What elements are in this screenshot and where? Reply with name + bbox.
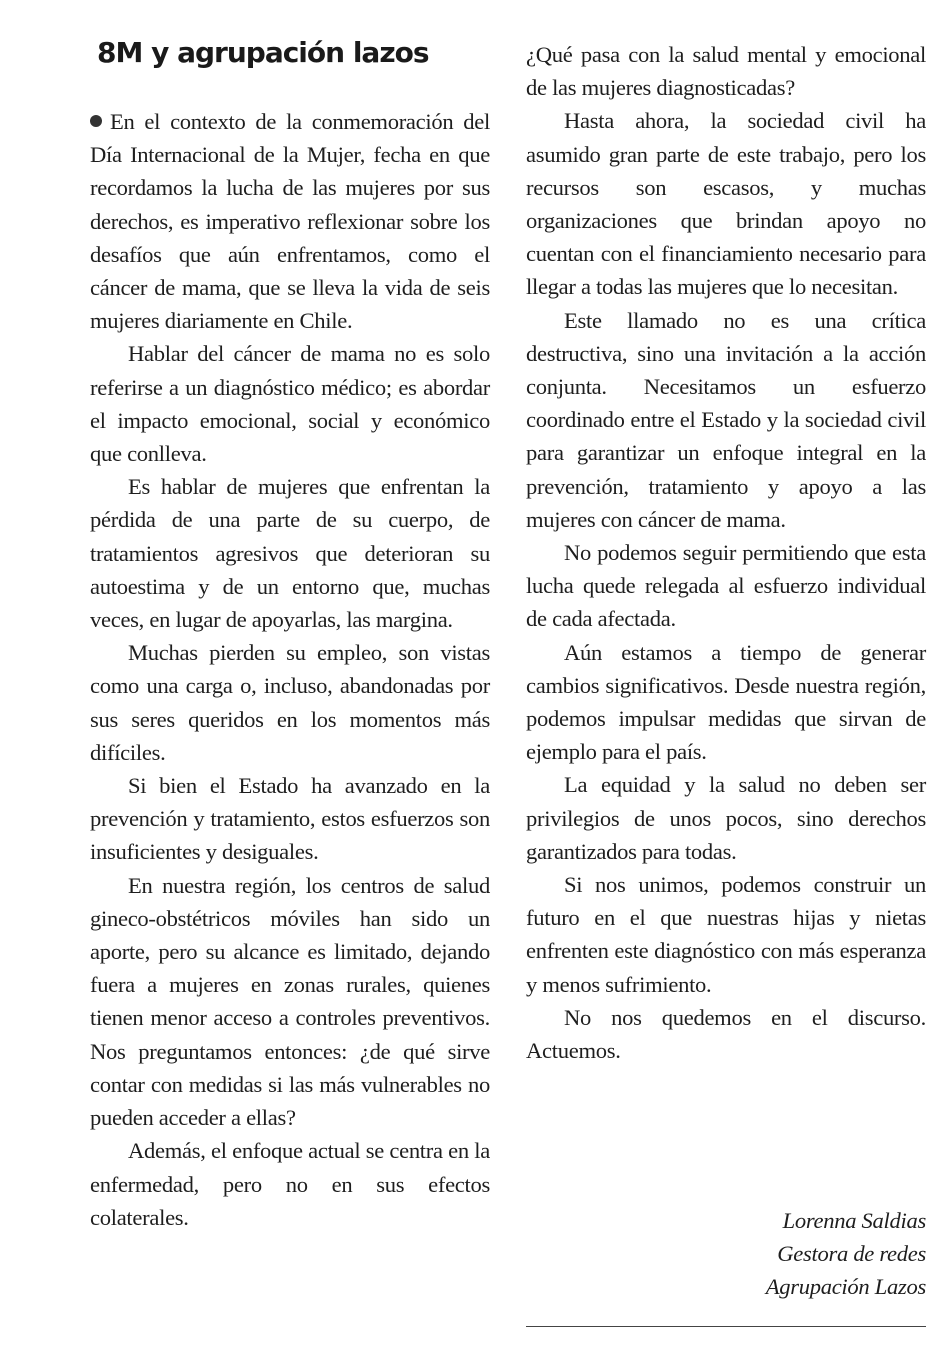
- paragraph-13: La equidad y la salud no deben ser privilegios de unos pocos, sino derechos garantizados para todas.: [526, 772, 926, 864]
- author-organization: Agrupación Lazos: [765, 1274, 926, 1299]
- author-role: Gestora de redes: [777, 1241, 926, 1266]
- left-column-text: [90, 105, 490, 1234]
- paragraph-4: Muchas pierden su empleo, son vistas como una carga o, incluso, abandonadas por sus seres queridos en los momentos más difíciles.: [90, 640, 490, 765]
- right-column-text: [526, 38, 926, 1067]
- bullet-icon: [90, 115, 102, 127]
- paragraph-8: ¿Qué pasa con la salud mental y emocional de las mujeres diagnosticadas?: [526, 42, 926, 101]
- author-signature: [526, 1204, 926, 1303]
- paragraph-5: Si bien el Estado ha avanzado en la prevención y tratamiento, estos esfuerzos son insuficientes y desiguales.: [90, 773, 490, 865]
- paragraph-12: Aún estamos a tiempo de generar cambios significativos. Desde nuestra región, podemos impulsar medidas que sirvan de ejemplo para el país.: [526, 639, 926, 765]
- paragraph-10: Este llamado no es una crítica destructiva, sino una invitación a la acción conjunta. Necesitamos un esfuerzo coordinado entre el Estado y la sociedad civil para garantizar un enfoque integral en la prevención, tratamiento y apoyo a las mujeres con cáncer de mama.: [526, 307, 926, 532]
- paragraph-1: [90, 105, 490, 337]
- paragraph-6: En nuestra región, los centros de salud gineco-obstétricos móviles han sido un aporte, pero su alcance es limitado, dejando fuera a mujeres en zonas rurales, quienes tienen menor acceso a controles preventivos. Nos preguntamos entonces: ¿de qué sirve contar con medidas si las más vulnerables no pueden acceder a ellas?: [90, 872, 490, 1131]
- paragraph-15: No nos quedemos en el discurso. Actuemos.: [526, 1004, 926, 1064]
- author-name: Lorenna Saldias: [782, 1208, 926, 1233]
- paragraph-2: Hablar del cáncer de mama no es solo referirse a un diagnóstico médico; es abordar el impacto emocional, social y económico que conlleva.: [90, 341, 490, 467]
- paragraph-14: Si nos unimos, podemos construir un futuro en el que nuestras hijas y nietas enfrenten este diagnóstico con más esperanza y menos sufrimiento.: [526, 872, 926, 997]
- paragraph-11: No podemos seguir permitiendo que esta lucha quede relegada al esfuerzo individual de cada afectada.: [526, 540, 926, 632]
- paragraph-1-text: En el contexto de la conmemoración del Día Internacional de la Mujer, fecha en que recordamos la lucha de las mujeres por sus derechos, es imperativo reflexionar sobre los desafíos que aún enfrentamos, como el cáncer de mama, que se lleva la vida de seis mujeres diariamente en Chile.: [90, 109, 490, 334]
- article-headline: 8M y agrupación lazos: [97, 36, 429, 69]
- paragraph-7: Además, el enfoque actual se centra en la enfermedad, pero no en sus efectos colaterales.: [90, 1138, 490, 1230]
- paragraph-9: Hasta ahora, la sociedad civil ha asumido gran parte de este trabajo, pero los recursos son escasos, y muchas organizaciones que brindan apoyo no cuentan con el financiamiento necesario para llegar a todas las mujeres que lo necesitan.: [526, 108, 926, 300]
- paragraph-3: Es hablar de mujeres que enfrentan la pérdida de una parte de su cuerpo, de tratamientos agresivos que deterioran su autoestima y de un entorno que, muchas veces, en lugar de apoyarlas, las margina.: [90, 474, 490, 633]
- closing-divider: [526, 1326, 926, 1327]
